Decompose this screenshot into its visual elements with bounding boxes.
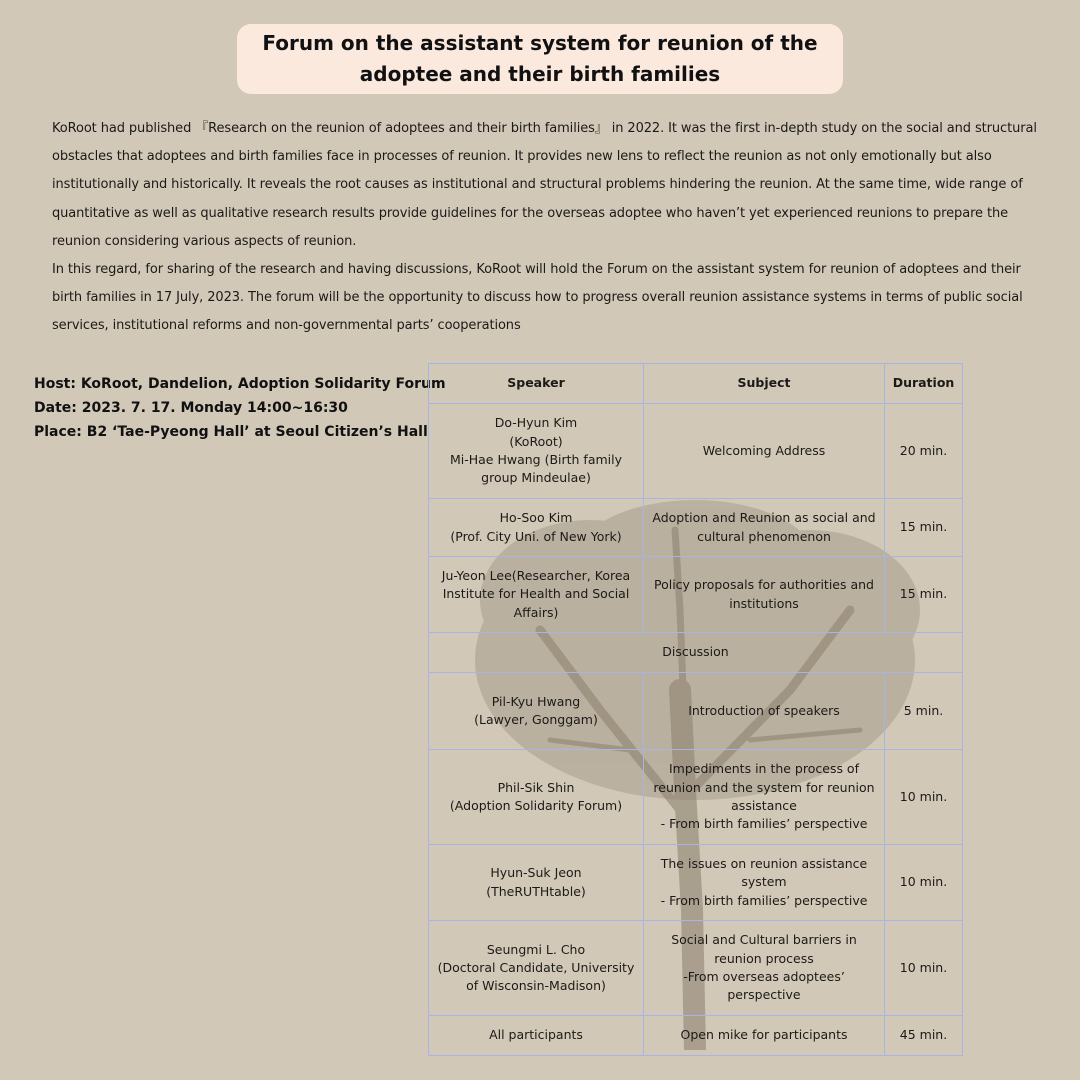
duration-cell: 5 min. <box>885 673 963 750</box>
table-row <box>429 921 963 1016</box>
intro-text <box>52 115 1042 341</box>
title-line-1: Forum on the assistant system for reunion of the <box>262 31 818 55</box>
schedule-table <box>428 363 963 1056</box>
header-duration: Duration <box>885 364 963 404</box>
subject-cell: Policy proposals for authorities and institutions <box>644 557 885 633</box>
speaker-cell: All participants <box>429 1016 644 1056</box>
subject-cell: Introduction of speakers <box>644 673 885 750</box>
speaker-cell: Seungmi L. Cho (Doctoral Candidate, University of Wisconsin-Madison) <box>429 921 644 1016</box>
table-row <box>429 1016 963 1056</box>
speaker-cell: Ju-Yeon Lee(Researcher, Korea Institute for Health and Social Affairs) <box>429 557 644 633</box>
table-row <box>429 845 963 921</box>
table-row <box>429 499 963 557</box>
speaker-cell: Phil-Sik Shin (Adoption Solidarity Forum) <box>429 750 644 845</box>
speaker-cell: Do-Hyun Kim (KoRoot) Mi-Hae Hwang (Birth family group Mindeulae) <box>429 404 644 499</box>
event-place: Place: B2 ‘Tae-Pyeong Hall’ at Seoul Citizen’s Hall <box>34 424 428 440</box>
intro-paragraph-2: In this regard, for sharing of the research and having discussions, KoRoot will hold the Forum on the assistant system for reunion of adoptees and their birth families in 17 July, 2023. The forum will be the opportunity to discuss how to progress overall reunion assistance systems in terms of public social services, institutional reforms and non-governmental parts’ cooperations <box>52 262 1023 334</box>
duration-cell: 20 min. <box>885 404 963 499</box>
header-subject: Subject <box>644 364 885 404</box>
duration-cell: 15 min. <box>885 557 963 633</box>
subject-cell: Impediments in the process of reunion and the system for reunion assistance - From birth families’ perspective <box>644 750 885 845</box>
duration-cell: 15 min. <box>885 499 963 557</box>
event-date: Date: 2023. 7. 17. Monday 14:00~16:30 <box>34 400 348 416</box>
table-header-row <box>429 364 963 404</box>
intro-paragraph-1: KoRoot had published 『Research on the reunion of adoptees and their birth families』 in 2022. It was the first in-depth study on the social and structural obstacles that adoptees and birth families face in processes of reunion. It provides new lens to reflect the reunion as not only emotionally but also institutionally and historically. It reveals the root causes as institutional and structural problems hindering the reunion. At the same time, wide range of quantitative as well as qualitative research results provide guidelines for the overseas adoptee who haven’t yet experienced reunions to prepare the reunion considering various aspects of reunion. <box>52 121 1037 249</box>
subject-cell: Adoption and Reunion as social and cultural phenomenon <box>644 499 885 557</box>
duration-cell: 10 min. <box>885 845 963 921</box>
speaker-cell: Pil-Kyu Hwang (Lawyer, Gonggam) <box>429 673 644 750</box>
duration-cell: 10 min. <box>885 921 963 1016</box>
event-host: Host: KoRoot, Dandelion, Adoption Solidarity Forum <box>34 376 446 392</box>
title-line-2: adoptee and their birth families <box>359 62 721 86</box>
discussion-cell: Discussion <box>429 633 963 673</box>
duration-cell: 45 min. <box>885 1016 963 1056</box>
page-title <box>237 24 843 94</box>
table-row <box>429 673 963 750</box>
duration-cell: 10 min. <box>885 750 963 845</box>
subject-cell: The issues on reunion assistance system - From birth families’ perspective <box>644 845 885 921</box>
speaker-cell: Ho-Soo Kim (Prof. City Uni. of New York) <box>429 499 644 557</box>
subject-cell: Open mike for participants <box>644 1016 885 1056</box>
subject-cell: Welcoming Address <box>644 404 885 499</box>
speaker-cell: Hyun-Suk Jeon (TheRUTHtable) <box>429 845 644 921</box>
table-row <box>429 404 963 499</box>
event-info <box>34 372 446 444</box>
discussion-row <box>429 633 963 673</box>
table-row <box>429 557 963 633</box>
subject-cell: Social and Cultural barriers in reunion process -From overseas adoptees’ perspective <box>644 921 885 1016</box>
table-row <box>429 750 963 845</box>
header-speaker: Speaker <box>429 364 644 404</box>
